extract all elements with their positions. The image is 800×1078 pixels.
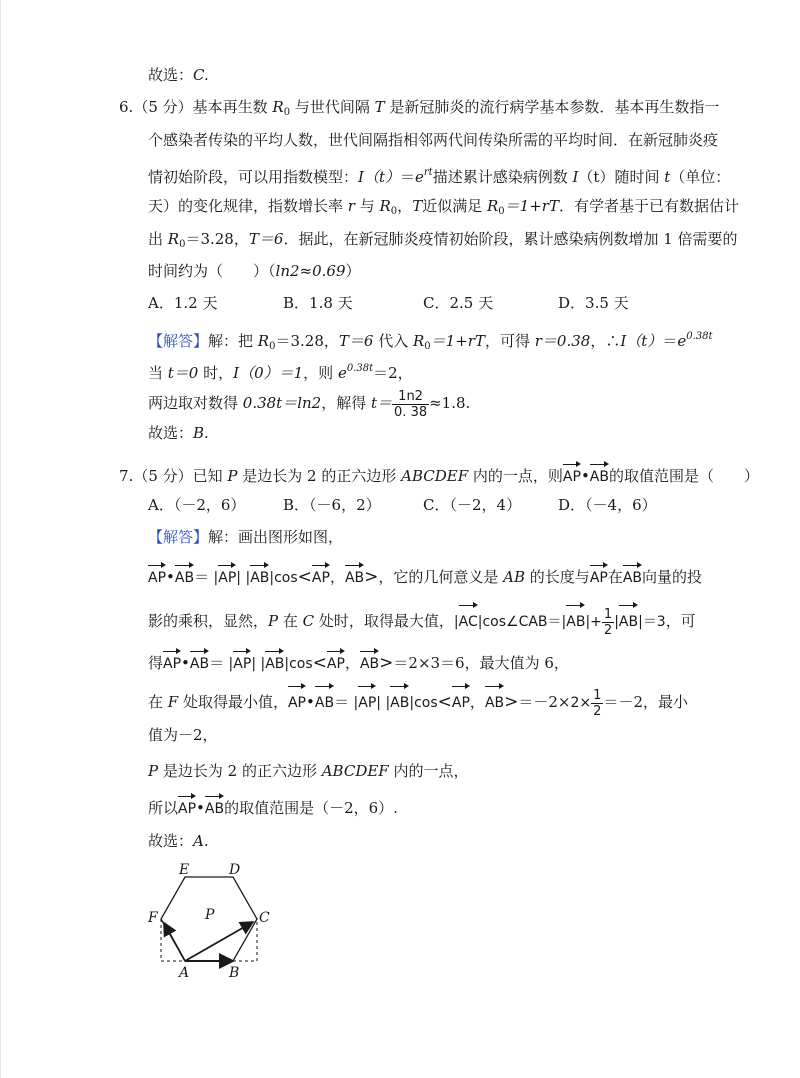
q6-option-b[interactable]: B．1.8 天 — [283, 294, 353, 312]
label-b: B — [229, 965, 240, 980]
q7-solution-3: 得AP•AB＝ |AP| |AB|cos<AP，AB>＝2×3＝6，最大值为 6， — [148, 649, 569, 675]
q7-option-a[interactable]: A．（－2，6） — [148, 496, 246, 514]
q7-solution-5: 值为－2， — [148, 726, 218, 744]
q7-option-d[interactable]: D．（－4，6） — [558, 496, 657, 514]
prev-answer: 故选：C. — [148, 66, 209, 84]
q7-solution-6: P 是边长为 2 的正六边形 ABCDEF 内的一点， — [148, 762, 469, 780]
fraction-one-half-2: $\frac{1}{2}$ — [593, 687, 602, 719]
q6-solution-3: 两边取对数得 0.38t＝ln2，解得 t＝ $\frac{1n2}{0. 38}$ ≈1.8. — [148, 388, 471, 420]
label-e: E — [179, 862, 190, 878]
fraction-ln2-over-038: $\frac{1n2}{0. 38}$ — [394, 388, 428, 420]
q7-solution-7: 所以AP•AB的取值范围是（－2，6）. — [148, 794, 398, 820]
q6-answer: 故选：B. — [148, 424, 209, 442]
label-a: A — [179, 965, 190, 980]
q6-solution-2: 当 t＝0 时，I（0）＝1，则 $e^{0.38t}=2$， — [148, 363, 413, 382]
solution-tag: 【解答】 — [148, 332, 209, 350]
vector-af-arrow — [164, 923, 185, 961]
q6-line-3: 情初始阶段，可以用指数模型：$I(t)=e^{rt}$描述累计感染病例数 I（t）随时间 t（单位： — [148, 167, 731, 186]
vector-ab: AB — [590, 462, 609, 488]
q6-option-a[interactable]: A．1.2 天 — [148, 294, 218, 312]
q7-answer: 故选：A. — [148, 832, 209, 850]
q7-option-b[interactable]: B．（－6，2） — [283, 496, 381, 514]
label-f: F — [148, 910, 158, 926]
q6-solution-1: 【解答】解：把 $R_0=3.28$，T＝6 代入 $R_0=1+rT$，可得 r＝0.38，$\therefore I(t)=e^{0.38t}$ — [148, 331, 713, 352]
q7-solution-1: AP•AB＝ |AP| |AB|cos<AP，AB>，它的几何意义是 AB 的长度与AP在AB向量的投 — [148, 563, 702, 589]
q7-solution-4: 在 F 处取得最小值，AP•AB＝ |AP| |AB|cos<AP，AB>＝－2×2× $\frac{1}{2}$ ＝－2，最小 — [148, 684, 688, 719]
q6-line-2: 个感染者传染的平均人数，世代间隔指相邻两代间传染所需的平均时间．在新冠肺炎疫 — [148, 131, 719, 149]
q6-line-4: 天）的变化规律，指数增长率 r 与 $R_0$，T近似满足 $R_0=1+rT$．有学者基于已有数据估计 — [148, 197, 739, 217]
vector-ac-arrow — [185, 922, 253, 961]
q7-line-1: 7.（5 分）已知 P 是边长为 2 的正六边形 ABCDEF 内的一点，则AP•AB的取值范围是（ ） — [119, 462, 759, 488]
vector-ap: AP — [563, 462, 581, 488]
solution-tag: 【解答】 — [148, 528, 209, 546]
q6-option-c[interactable]: C．2.5 天 — [423, 294, 494, 312]
hexagon-figure — [141, 860, 281, 980]
q7-solution-0: 【解答】解：画出图形如图， — [148, 528, 344, 546]
q6-option-d[interactable]: D．3.5 天 — [558, 294, 629, 312]
q6-line-6: 时间约为（ ）（ln2≈0.69） — [148, 262, 361, 280]
fraction-one-half: $\frac{1}{2}$ — [603, 606, 613, 638]
q7-option-c[interactable]: C．（－2，4） — [423, 496, 522, 514]
q7-solution-2: 影的乘积，显然，P 在 C 处时，取得最大值，|AC|cos∠CAB＝|AB|+ $\frac{1}{2}$ |AB|＝3，可 — [148, 603, 696, 638]
label-p: P — [205, 907, 215, 923]
label-d: D — [229, 862, 241, 878]
label-c: C — [259, 910, 270, 926]
q6-line-5: 出 $R_0=3.28$，T＝6．据此，在新冠肺炎疫情初始阶段，累计感染病例数增加 1 倍需要的 — [148, 230, 738, 250]
q6-line-1: 6.（5 分）基本再生数 $R_0$ 与世代间隔 T 是新冠肺炎的流行病学基本参数．基本再生数指一 — [119, 98, 720, 118]
